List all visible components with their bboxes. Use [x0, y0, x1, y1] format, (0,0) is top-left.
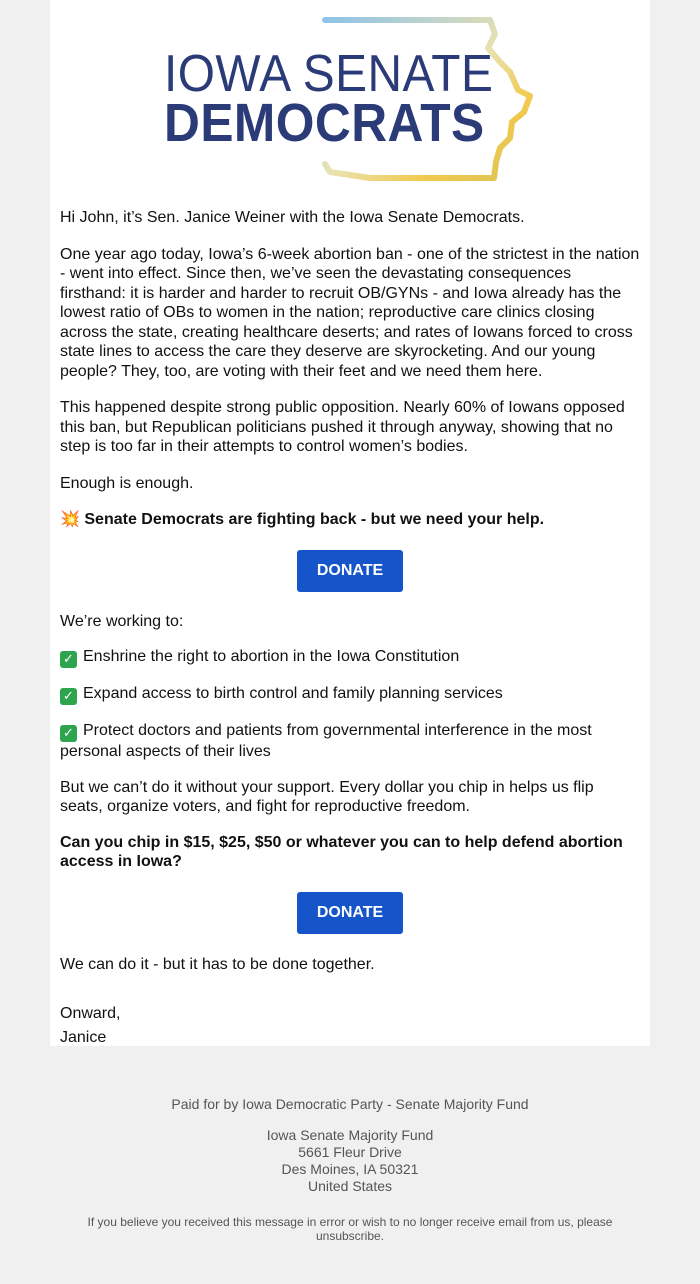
paragraph-together: We can do it - but it has to be done together.: [60, 955, 375, 973]
paragraph-ask: Can you chip in $15, $25, $50 or whatever you can to help defend abortion access in Iowa?: [60, 833, 623, 870]
paragraph-support: But we can’t do it without your support. Every dollar you chip in helps us flip seats, organize voters, and fight for reproductive freedom.: [60, 778, 594, 815]
goal-text: Protect doctors and patients from governmental interference in the most personal aspects of their lives: [60, 722, 592, 760]
collision-icon: 💥: [60, 509, 80, 528]
working-intro: We’re working to:: [60, 612, 184, 630]
paragraph-opposition: This happened despite strong public opposition. Nearly 60% of Iowans opposed this ban, but Republican politicians pushed it through anyway, showing that no step is too far in their attempts to control women’s bodies.: [60, 399, 625, 455]
iowa-senate-democrats-logo: [160, 12, 540, 184]
goal-item: [60, 684, 640, 705]
footer-city: Des Moines, IA 50321: [281, 1161, 419, 1177]
paragraph-enough: Enough is enough.: [60, 474, 194, 492]
footer-country: United States: [307, 1178, 393, 1194]
donate-button-2[interactable]: DONATE: [297, 892, 403, 934]
footer-address: [0, 1127, 700, 1195]
fighting-back-line: [60, 509, 640, 530]
checkmark-icon: ✓: [60, 725, 77, 742]
unsubscribe-notice: [0, 1215, 700, 1243]
footer-org: Iowa Senate Majority Fund: [266, 1127, 434, 1143]
paid-for-disclaimer: Paid for by Iowa Democratic Party - Senate Majority Fund: [171, 1096, 529, 1112]
goal-item: [60, 647, 640, 668]
footer-street: 5661 Fleur Drive: [298, 1144, 402, 1160]
goal-item: [60, 721, 640, 762]
email-body: [60, 208, 640, 1050]
logo-line-democrats: DEMOCRATS: [164, 93, 485, 153]
email-card: [50, 0, 650, 1046]
fighting-back-text: Senate Democrats are fighting back - but we need your help.: [84, 511, 545, 528]
checkmark-icon: ✓: [60, 651, 77, 668]
paragraph-ban: One year ago today, Iowa’s 6-week abortion ban - one of the strictest in the nation - went into effect. Since then, we’ve seen the devastating consequences firsthand: it is harder and harder to recruit OB/GYNs - and Iowa already has the lowest ratio of OBs to women in the nation; reproductive care clinics closing across the state, creating healthcare deserts; and rates of Iowans forced to cross state lines to access the care they deserve are skyrocketing. And our young people? They, too, are voting with their feet and we need them here.: [60, 245, 640, 380]
logo-line-iowa-senate: IOWA SENATE: [164, 45, 494, 103]
signature: Janice: [60, 1029, 107, 1046]
checkmark-icon: ✓: [60, 688, 77, 705]
unsubscribe-text[interactable]: If you believe you received this message in error or wish to no longer receive email from us, please unsubscribe.: [87, 1215, 613, 1243]
signoff: Onward,: [60, 1005, 121, 1022]
goal-text: Expand access to birth control and family planning services: [83, 685, 503, 702]
goal-text: Enshrine the right to abortion in the Iowa Constitution: [83, 648, 460, 665]
greeting: Hi John, it’s Sen. Janice Weiner with the Iowa Senate Democrats.: [60, 209, 525, 226]
donate-button-1[interactable]: DONATE: [297, 550, 403, 592]
